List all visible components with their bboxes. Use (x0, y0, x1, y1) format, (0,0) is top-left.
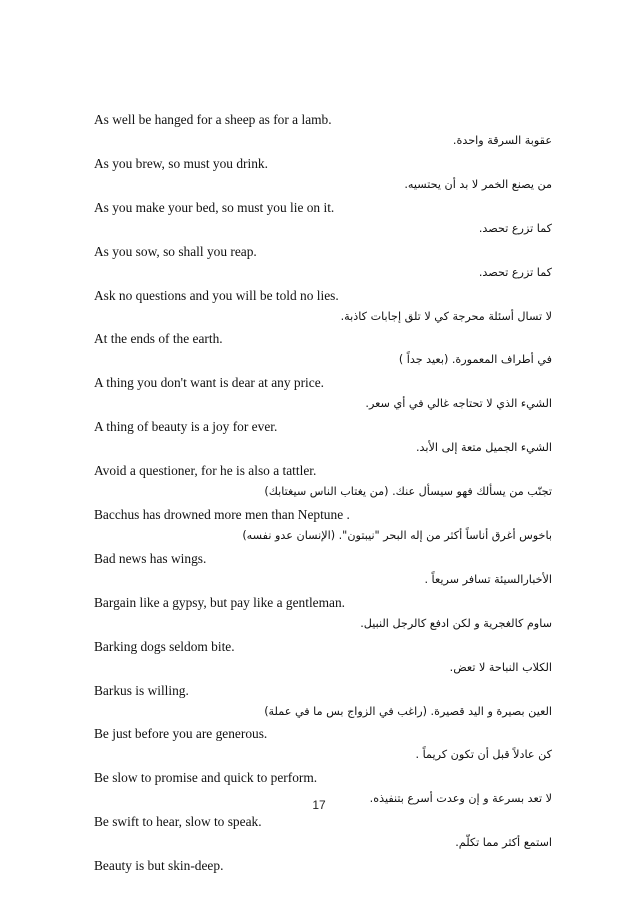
english-proverb: Bargain like a gypsy, but pay like a gentleman. (94, 594, 346, 610)
proverb-entry (94, 287, 552, 331)
english-proverb: As well be hanged for a sheep as for a lamb. (94, 112, 332, 127)
english-proverb: Ask no questions and you will be told no lies. (94, 287, 339, 303)
arabic-translation: لا تسال أسئلة محرجة كي لا تلق إجابات كاذبة. (340, 309, 552, 323)
page-number: 17 (312, 798, 326, 812)
proverb-entry (94, 506, 552, 550)
english-proverb: Barkus is willing. (94, 682, 189, 698)
proverb-entry (94, 638, 552, 682)
arabic-translation: كما تزرع تحصد. (478, 265, 552, 279)
arabic-translation: في أطراف المعمورة. (بعيد جداً ) (398, 353, 552, 367)
english-proverb: Barking dogs seldom bite. (94, 638, 235, 654)
proverb-entry (94, 155, 552, 199)
proverb-entry (94, 111, 552, 155)
english-proverb: As you brew, so must you drink. (94, 155, 268, 171)
english-proverb: A thing of beauty is a joy for ever. (94, 419, 278, 435)
arabic-translation: باخوس أغرق أناساً أكثر من إله البحر "نيبتون". (الإنسان عدو نفسه) (242, 529, 552, 543)
english-proverb: As you sow, so shall you reap. (94, 243, 257, 259)
arabic-translation: الكلاب النباحة لا تعض. (449, 660, 552, 674)
english-proverb: Be swift to hear, slow to speak. (94, 814, 262, 830)
arabic-translation: لا تعد بسرعة و إن وعدت أسرع بتنفيذه. (369, 792, 552, 806)
english-proverb: Avoid a questioner, for he is also a tattler. (94, 463, 317, 479)
proverb-entry (94, 594, 552, 638)
arabic-translation: كما تزرع تحصد. (478, 221, 552, 235)
arabic-translation: الشيء الجميل متعة إلى الأبد. (416, 441, 552, 455)
proverb-entry (94, 199, 552, 243)
english-proverb: At the ends of the earth. (94, 331, 223, 347)
proverb-entry (94, 813, 552, 857)
proverb-entry (94, 682, 552, 726)
arabic-translation: تجنّب من يسألك فهو سيسأل عنك. (من يغتاب الناس سيغتابك) (264, 485, 552, 499)
proverb-entry (94, 725, 552, 769)
english-proverb: Be just before you are generous. (94, 726, 268, 742)
proverb-entry (94, 243, 552, 287)
english-proverb: As you make your bed, so must you lie on it. (94, 199, 335, 215)
arabic-translation: الشيء الذي لا تحتاجه غالي في أي سعر. (365, 397, 552, 411)
proverb-entry (94, 374, 552, 418)
proverb-entry (94, 550, 552, 594)
arabic-translation: كن عادلاً قبل أن تكون كريماً . (415, 748, 552, 762)
english-proverb: Bacchus has drowned more men than Neptune . (94, 507, 350, 523)
proverb-entry (94, 418, 552, 462)
english-proverb: A thing you don't want is dear at any price. (94, 375, 325, 391)
arabic-translation: الأخبارالسيئة تسافر سريعاً . (424, 572, 552, 586)
arabic-translation: العين بصيرة و اليد قصيرة. (راغب في الزواج بس ما في عملة) (264, 704, 552, 718)
proverb-entry (94, 330, 552, 374)
english-proverb: Be slow to promise and quick to perform. (94, 770, 318, 786)
english-proverb: Beauty is but skin-deep. (94, 858, 224, 874)
arabic-translation: عقوبة السرقة واحدة. (452, 134, 552, 147)
proverb-entry (94, 857, 552, 901)
arabic-translation: ساوم كالغجرية و لكن ادفع كالرجل النبيل. (360, 616, 552, 630)
proverb-list (94, 111, 552, 901)
arabic-translation: من يصنع الخمر لا بد أن يحتسيه. (404, 177, 552, 191)
proverb-entry (94, 462, 552, 506)
english-proverb: Bad news has wings. (94, 550, 207, 566)
arabic-translation: استمع أكثر مما تكلّم. (455, 836, 552, 850)
